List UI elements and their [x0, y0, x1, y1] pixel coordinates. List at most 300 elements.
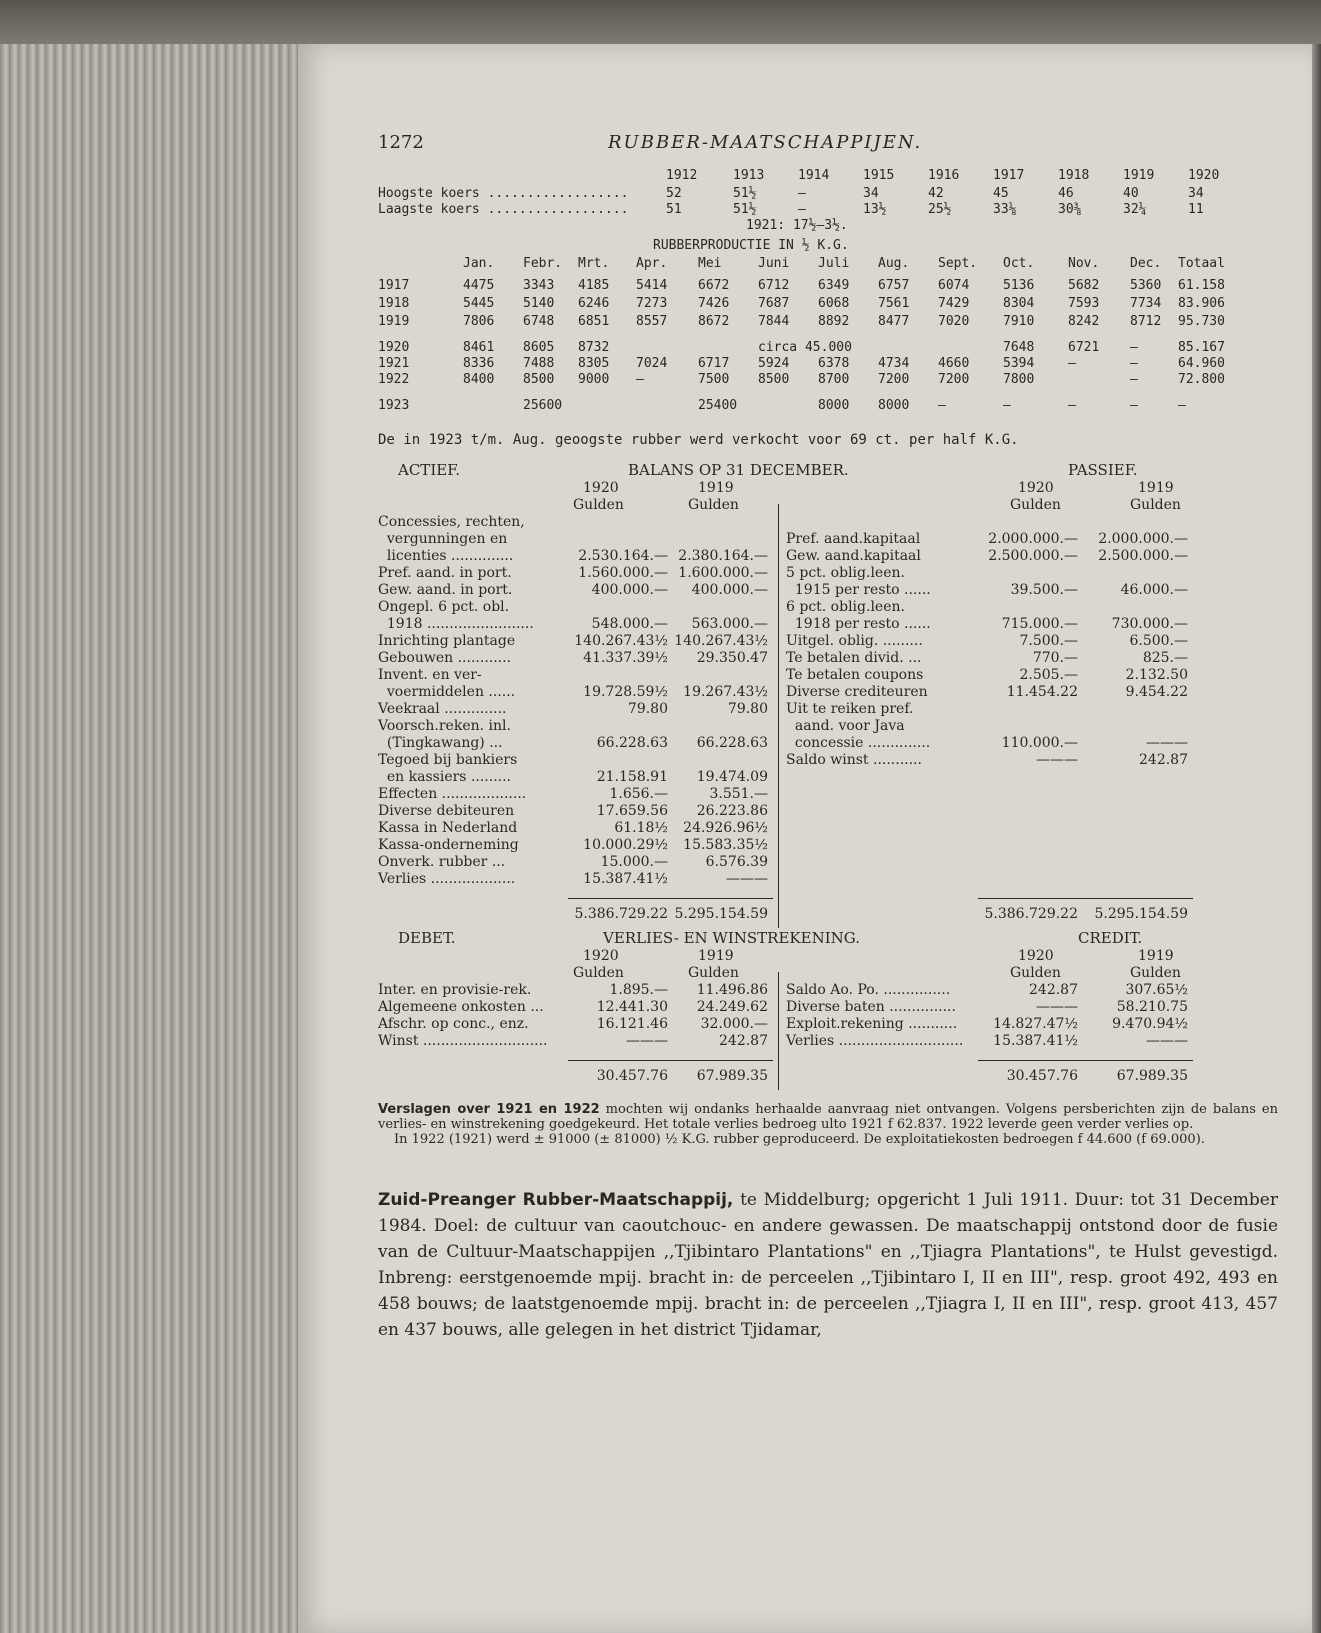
left-row-label: Effecten ...................: [378, 786, 527, 802]
right-value-b: ———: [1146, 735, 1188, 751]
actief-title: ACTIEF.: [398, 461, 461, 479]
production-value: —: [1130, 340, 1138, 355]
production-value: 6378: [818, 356, 850, 371]
left-value-b: 400.000.—: [691, 582, 768, 598]
left-row-label: 1918 ........................: [378, 616, 534, 632]
production-value: 8605: [523, 340, 555, 355]
production-month: Juni: [758, 256, 790, 271]
left-value-a: 79.80: [627, 701, 668, 717]
production-value: 83.906: [1178, 296, 1225, 311]
left-row-label: Voorsch.reken. inl.: [378, 718, 511, 734]
left-row-label: Invent. en ver-: [378, 667, 482, 683]
left-value-a: 1.895.—: [609, 982, 668, 998]
right-row-label: Uit te reiken pref.: [786, 701, 914, 717]
production-value: 61.158: [1178, 278, 1225, 293]
right-value-a: ———: [1036, 752, 1078, 768]
production-year: 1922: [378, 372, 410, 387]
column-year: 1919: [1138, 480, 1174, 496]
right-row-label: Verlies ............................: [786, 1033, 964, 1049]
production-year: 1919: [378, 314, 410, 329]
production-value: 7806: [463, 314, 495, 329]
production-value: 7800: [1003, 372, 1035, 387]
production-value: 7910: [1003, 314, 1035, 329]
production-month: Mrt.: [578, 256, 610, 271]
production-value: —: [1068, 398, 1076, 413]
left-value-b: 29.350.47: [696, 650, 768, 666]
koers-year: 1916: [928, 168, 960, 183]
verslagen-paragraph-2: In 1922 (1921) werd ± 91000 (± 81000) ½ K.G. rubber geproduceerd. De exploitatiekosten bedroegen f 44.600 (f 69.000).: [394, 1132, 1205, 1147]
koers-year: 1912: [666, 168, 698, 183]
total-right-b: 67.989.35: [1116, 1068, 1188, 1084]
left-value-a: 61.18½: [614, 820, 668, 836]
total-left-a: 30.457.76: [596, 1068, 668, 1084]
total-right-b: 5.295.154.59: [1094, 906, 1188, 922]
production-value: 6851: [578, 314, 610, 329]
production-month: Apr.: [636, 256, 668, 271]
left-value-b: 1.600.000.—: [678, 565, 768, 581]
production-value: 8477: [878, 314, 910, 329]
left-row-label: Inrichting plantage: [378, 633, 516, 649]
production-value: —: [1178, 398, 1186, 413]
left-value-a: 2.530.164.—: [578, 548, 668, 564]
production-value: 7844: [758, 314, 790, 329]
production-title: RUBBERPRODUCTIE IN ½ K.G.: [653, 238, 849, 253]
production-year: 1917: [378, 278, 410, 293]
production-value: 9000: [578, 372, 610, 387]
right-value-b: 307.65½: [1125, 982, 1188, 998]
column-year: 1920: [583, 480, 619, 496]
total-right-a: 5.386.729.22: [984, 906, 1078, 922]
production-value: 7020: [938, 314, 970, 329]
production-value: 64.960: [1178, 356, 1225, 371]
verslagen-lead: Verslagen over 1921 en 1922: [378, 1102, 600, 1117]
koers-year: 1914: [798, 168, 830, 183]
right-row-label: Te betalen divid. ...: [786, 650, 922, 666]
koers-row-label: Laagste koers ..................: [378, 202, 629, 217]
left-row-label: Kassa in Nederland: [378, 820, 518, 836]
right-value-a: 14.827.47½: [993, 1016, 1078, 1032]
balans-titles: [378, 462, 1278, 480]
right-row-label: Saldo winst ...........: [786, 752, 922, 768]
right-row-label: Saldo Ao. Po. ...............: [786, 982, 951, 998]
koers-value: 51½: [733, 186, 757, 201]
koers-value: 51½: [733, 202, 757, 217]
column-divider: [778, 504, 779, 928]
left-value-b: 19.474.09: [696, 769, 768, 785]
production-value: 7648: [1003, 340, 1035, 355]
production-value: 8892: [818, 314, 850, 329]
production-value: 8305: [578, 356, 610, 371]
column-unit: Gulden: [1130, 497, 1181, 513]
right-value-b: ———: [1146, 1033, 1188, 1049]
right-value-a: 11.454.22: [1006, 684, 1078, 700]
right-value-b: 2.500.000.—: [1098, 548, 1188, 564]
production-value: 6757: [878, 278, 910, 293]
production-value: 8336: [463, 356, 495, 371]
wv-title: VERLIES- EN WINSTREKENING.: [603, 929, 860, 947]
koers-year: 1913: [733, 168, 765, 183]
left-value-b: 563.000.—: [691, 616, 768, 632]
verslagen-text: mochten wij ondanks herhaalde aanvraag niet ontvangen. Volgens persberichten zijn de balans en verlies- en winstrekening goedgekeurd. Het totale verlies bedroeg ulto 1921 f 62.837. 1922 leverde geen verder verlies op.: [378, 1102, 1278, 1132]
production-value: 5682: [1068, 278, 1100, 293]
production-value: 6748: [523, 314, 555, 329]
production-year: 1921: [378, 356, 410, 371]
right-row-label: Diverse baten ...............: [786, 999, 956, 1015]
koers-value: 51: [666, 202, 682, 217]
left-value-b: 140.267.43½: [674, 633, 768, 649]
production-value: 5414: [636, 278, 668, 293]
left-row-label: (Tingkawang) ...: [378, 735, 503, 751]
production-value: 8700: [818, 372, 850, 387]
koers-year: 1917: [993, 168, 1025, 183]
left-value-b: 15.583.35½: [683, 837, 768, 853]
total-rule-right: [978, 1060, 1193, 1061]
right-value-a: 2.505.—: [1019, 667, 1078, 683]
production-value: 6721: [1068, 340, 1100, 355]
koers-year: 1915: [863, 168, 895, 183]
right-row-label: Exploit.rekening ...........: [786, 1016, 958, 1032]
production-month: Sept.: [938, 256, 978, 271]
production-table: [378, 238, 1278, 428]
right-value-b: 9.470.94½: [1112, 1016, 1188, 1032]
koers-value: 52: [666, 186, 682, 201]
production-value: 8000: [818, 398, 850, 413]
right-row-label: Uitgel. oblig. .........: [786, 633, 923, 649]
left-value-a: 400.000.—: [591, 582, 668, 598]
right-value-a: 7.500.—: [1019, 633, 1078, 649]
left-value-b: 242.87: [719, 1033, 768, 1049]
wv-table: [378, 948, 1278, 1088]
left-value-a: 17.659.56: [596, 803, 668, 819]
total-rule-left: [568, 898, 773, 899]
koers-value: 40: [1123, 186, 1139, 201]
right-row-label: Gew. aand.kapitaal: [786, 548, 921, 564]
left-value-a: 140.267.43½: [574, 633, 668, 649]
koers-note: 1921: 17½—3½.: [746, 218, 848, 233]
production-value: 25600: [523, 398, 563, 413]
left-value-b: 3.551.—: [709, 786, 768, 802]
koers-year: 1919: [1123, 168, 1155, 183]
left-row-label: voermiddelen ......: [378, 684, 516, 700]
right-value-a: ———: [1036, 999, 1078, 1015]
left-row-label: Pref. aand. in port.: [378, 565, 512, 581]
production-value: 4660: [938, 356, 970, 371]
koers-value: —: [798, 202, 806, 217]
left-row-label: Algemeene onkosten ...: [378, 999, 544, 1015]
book-page-edges: [0, 0, 300, 1633]
left-row-label: Verlies ...................: [378, 871, 516, 887]
production-value: circa 45.000: [758, 340, 852, 355]
production-value: 8400: [463, 372, 495, 387]
production-value: —: [1130, 398, 1138, 413]
production-value: 6349: [818, 278, 850, 293]
production-value: 7426: [698, 296, 730, 311]
column-unit: Gulden: [573, 497, 624, 513]
balans-title: BALANS OP 31 DECEMBER.: [628, 461, 849, 479]
production-month: Aug.: [878, 256, 910, 271]
production-value: 8304: [1003, 296, 1035, 311]
production-value: 7200: [938, 372, 970, 387]
left-row-label: Tegoed bij bankiers: [378, 752, 518, 768]
production-value: 8712: [1130, 314, 1162, 329]
left-value-b: 26.223.86: [696, 803, 768, 819]
right-value-a: 2.500.000.—: [988, 548, 1078, 564]
credit-title: CREDIT.: [1078, 929, 1143, 947]
left-row-label: en kassiers .........: [378, 769, 511, 785]
production-value: 5360: [1130, 278, 1162, 293]
column-unit: Gulden: [1010, 965, 1061, 981]
production-value: 7561: [878, 296, 910, 311]
zuid-text: te Middelburg; opgericht 1 Juli 1911. Duur: tot 31 December 1984. Doel: de cultuur van caoutchouc- en andere gewassen. De maatschappij ontstond door de fusie van de Cultuur-Maatschappijen ,,Tjibintaro Plantations" en ,,Tjiagra Plantations", te Hulst gevestigd. Inbreng: eerstgenoemde mpij. bracht in: de perceelen ,,Tjibintaro I, II en III", resp. groot 492, 493 en 458 bouws; de laatstgenoemde mpij. bracht in: de perceelen ,,Tjiagra I, II en III", resp. groot 413, 457 en 437 bouws, alle gelegen in het district Tjidamar,: [378, 1190, 1278, 1340]
left-value-b: 19.267.43½: [683, 684, 768, 700]
column-unit: Gulden: [688, 965, 739, 981]
left-row-label: Inter. en provisie-rek.: [378, 982, 532, 998]
left-value-a: 10.000.29½: [583, 837, 668, 853]
production-value: —: [1003, 398, 1011, 413]
koers-value: 25½: [928, 202, 952, 217]
production-value: 5394: [1003, 356, 1035, 371]
right-value-a: 110.000.—: [1001, 735, 1078, 751]
left-value-a: 66.228.63: [596, 735, 668, 751]
left-value-a: 21.158.91: [596, 769, 668, 785]
left-value-a: 15.000.—: [600, 854, 668, 870]
production-value: 4475: [463, 278, 495, 293]
koers-value: 46: [1058, 186, 1074, 201]
production-value: 6074: [938, 278, 970, 293]
left-value-b: 32.000.—: [700, 1016, 768, 1032]
column-year: 1919: [698, 480, 734, 496]
production-value: 5140: [523, 296, 555, 311]
production-month: Jan.: [463, 256, 495, 271]
right-value-a: 242.87: [1029, 982, 1078, 998]
production-month: Oct.: [1003, 256, 1035, 271]
total-left-a: 5.386.729.22: [574, 906, 668, 922]
left-row-label: Concessies, rechten,: [378, 514, 525, 530]
koers-row-label: Hoogste koers ..................: [378, 186, 629, 201]
production-value: 25400: [698, 398, 738, 413]
left-value-b: 66.228.63: [696, 735, 768, 751]
production-value: —: [938, 398, 946, 413]
column-year: 1920: [1018, 480, 1054, 496]
right-value-b: 2.132.50: [1125, 667, 1188, 683]
production-value: 6246: [578, 296, 610, 311]
production-value: 7429: [938, 296, 970, 311]
right-value-a: 715.000.—: [1001, 616, 1078, 632]
production-value: —: [636, 372, 644, 387]
production-value: 7593: [1068, 296, 1100, 311]
left-row-label: Winst ............................: [378, 1033, 548, 1049]
production-value: 6068: [818, 296, 850, 311]
production-value: 6712: [758, 278, 790, 293]
production-value: 8732: [578, 340, 610, 355]
page-content: [378, 134, 1278, 1343]
left-value-a: 15.387.41½: [583, 871, 668, 887]
right-value-b: 58.210.75: [1116, 999, 1188, 1015]
right-row-label: Pref. aand.kapitaal: [786, 531, 921, 547]
balans-table: [378, 480, 1278, 924]
column-divider: [778, 972, 779, 1090]
column-unit: Gulden: [1010, 497, 1061, 513]
koers-value: 34: [863, 186, 879, 201]
left-value-a: 1.656.—: [609, 786, 668, 802]
column-unit: Gulden: [573, 965, 624, 981]
production-note: De in 1923 t/m. Aug. geoogste rubber werd verkocht voor 69 ct. per half K.G.: [378, 432, 1019, 448]
production-value: 8500: [758, 372, 790, 387]
right-row-label: 6 pct. oblig.leen.: [786, 599, 905, 615]
right-value-a: 15.387.41½: [993, 1033, 1078, 1049]
left-value-b: 2.380.164.—: [678, 548, 768, 564]
book-top-edge: [0, 0, 1321, 44]
right-value-b: 9.454.22: [1125, 684, 1188, 700]
left-value-b: 24.926.96½: [683, 820, 768, 836]
production-value: 5445: [463, 296, 495, 311]
production-month: Mei: [698, 256, 722, 271]
production-value: 6672: [698, 278, 730, 293]
production-value: 7488: [523, 356, 555, 371]
koers-year: 1918: [1058, 168, 1090, 183]
left-row-label: vergunningen en: [378, 531, 508, 547]
production-year: 1923: [378, 398, 410, 413]
production-value: 8672: [698, 314, 730, 329]
wv-titles: [378, 930, 1278, 948]
right-row-label: concessie ..............: [786, 735, 931, 751]
production-value: 72.800: [1178, 372, 1225, 387]
koers-value: 42: [928, 186, 944, 201]
production-value: 7024: [636, 356, 668, 371]
left-value-a: ———: [626, 1033, 668, 1049]
total-left-b: 5.295.154.59: [674, 906, 768, 922]
production-value: 4185: [578, 278, 610, 293]
left-row-label: Gebouwen ............: [378, 650, 512, 666]
left-row-label: Diverse debiteuren: [378, 803, 515, 819]
production-value: 8000: [878, 398, 910, 413]
production-value: 3343: [523, 278, 555, 293]
production-value: 7687: [758, 296, 790, 311]
left-value-b: ———: [726, 871, 768, 887]
page-number: 1272: [378, 132, 424, 153]
page: [298, 44, 1314, 1633]
right-row-label: 1915 per resto ......: [786, 582, 931, 598]
left-value-a: 12.441.30: [596, 999, 668, 1015]
production-month: Juli: [818, 256, 850, 271]
column-unit: Gulden: [688, 497, 739, 513]
page-right-edge: [1312, 44, 1321, 1633]
left-value-a: 16.121.46: [596, 1016, 668, 1032]
left-row-label: Veekraal ..............: [378, 701, 507, 717]
right-value-b: 2.000.000.—: [1098, 531, 1188, 547]
debet-title: DEBET.: [398, 929, 456, 947]
koers-value: —: [798, 186, 806, 201]
production-year: 1918: [378, 296, 410, 311]
production-value: 7734: [1130, 296, 1162, 311]
right-value-b: 6.500.—: [1129, 633, 1188, 649]
production-value: 7200: [878, 372, 910, 387]
production-value: 5136: [1003, 278, 1035, 293]
koers-year: 1920: [1188, 168, 1220, 183]
right-value-b: 46.000.—: [1120, 582, 1188, 598]
right-row-label: Diverse crediteuren: [786, 684, 928, 700]
left-row-label: licenties ..............: [378, 548, 514, 564]
right-row-label: Te betalen coupons: [786, 667, 924, 683]
left-row-label: Gew. aand. in port.: [378, 582, 513, 598]
right-value-b: 242.87: [1139, 752, 1188, 768]
page-header: [378, 134, 1278, 160]
production-month: Dec.: [1130, 256, 1162, 271]
zuid-paragraph: [378, 1187, 1278, 1343]
total-rule-right: [978, 898, 1193, 899]
koers-value: 34: [1188, 186, 1204, 201]
left-value-a: 19.728.59½: [583, 684, 668, 700]
koers-value: 33⅛: [993, 202, 1017, 217]
page-title: RUBBER-MAATSCHAPPIJEN.: [608, 132, 923, 153]
right-value-b: 825.—: [1142, 650, 1188, 666]
koers-value: 32¼: [1123, 202, 1147, 217]
production-value: 7273: [636, 296, 668, 311]
production-value: 6717: [698, 356, 730, 371]
production-year: 1920: [378, 340, 410, 355]
production-value: 95.730: [1178, 314, 1225, 329]
left-value-b: 79.80: [727, 701, 768, 717]
production-value: 8500: [523, 372, 555, 387]
right-row-label: 5 pct. oblig.leen.: [786, 565, 905, 581]
production-month: Totaal: [1178, 256, 1225, 271]
right-value-a: 39.500.—: [1010, 582, 1078, 598]
koers-value: 30⅜: [1058, 202, 1082, 217]
left-value-b: 6.576.39: [705, 854, 768, 870]
right-row-label: aand. voor Java: [786, 718, 905, 734]
production-value: 4734: [878, 356, 910, 371]
production-value: 7500: [698, 372, 730, 387]
column-year: 1919: [698, 948, 734, 964]
production-month: Febr.: [523, 256, 563, 271]
total-left-b: 67.989.35: [696, 1068, 768, 1084]
left-value-b: 24.249.62: [696, 999, 768, 1015]
production-value: —: [1068, 356, 1076, 371]
right-value-a: 770.—: [1032, 650, 1078, 666]
column-year: 1920: [583, 948, 619, 964]
koers-value: 45: [993, 186, 1009, 201]
koers-value: 13½: [863, 202, 887, 217]
total-rule-left: [568, 1060, 773, 1061]
column-year: 1920: [1018, 948, 1054, 964]
koers-value: 11: [1188, 202, 1204, 217]
left-row-label: Kassa-onderneming: [378, 837, 519, 853]
production-value: 8242: [1068, 314, 1100, 329]
left-row-label: Afschr. op conc., enz.: [378, 1016, 529, 1032]
total-right-a: 30.457.76: [1006, 1068, 1078, 1084]
left-value-a: 1.560.000.—: [578, 565, 668, 581]
production-month: Nov.: [1068, 256, 1100, 271]
verslagen-paragraph: [378, 1102, 1278, 1132]
right-value-b: 730.000.—: [1111, 616, 1188, 632]
production-value: 85.167: [1178, 340, 1225, 355]
left-value-a: 548.000.—: [591, 616, 668, 632]
production-value: 5924: [758, 356, 790, 371]
right-row-label: 1918 per resto ......: [786, 616, 931, 632]
passief-title: PASSIEF.: [1068, 461, 1138, 479]
left-value-a: 41.337.39½: [583, 650, 668, 666]
column-year: 1919: [1138, 948, 1174, 964]
koers-table: [378, 168, 1278, 234]
left-row-label: Ongepl. 6 pct. obl.: [378, 599, 510, 615]
production-value: 8461: [463, 340, 495, 355]
zuid-lead: Zuid-Preanger Rubber-Maatschappij,: [378, 1190, 734, 1210]
column-unit: Gulden: [1130, 965, 1181, 981]
right-value-a: 2.000.000.—: [988, 531, 1078, 547]
left-row-label: Onverk. rubber ...: [378, 854, 506, 870]
production-value: —: [1130, 372, 1138, 387]
production-value: 8557: [636, 314, 668, 329]
